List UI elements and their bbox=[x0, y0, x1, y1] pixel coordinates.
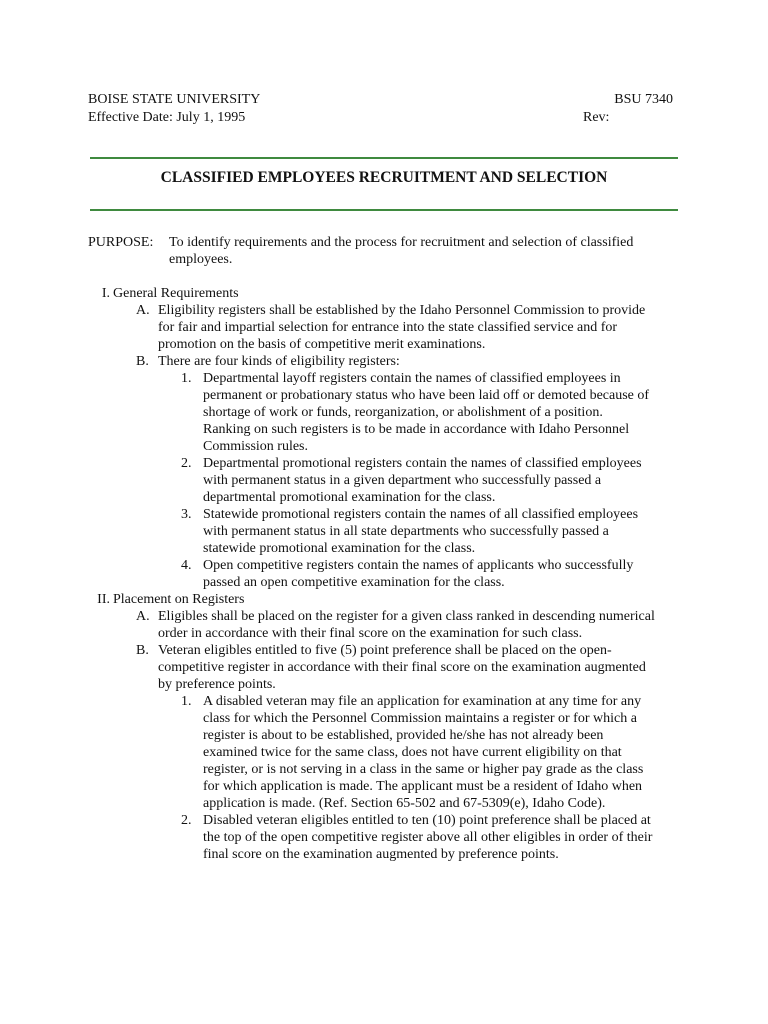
outline-section bbox=[101, 285, 688, 302]
item-marker: A. bbox=[136, 609, 150, 624]
subitem-marker: 1. bbox=[181, 694, 192, 709]
purpose-label: PURPOSE: bbox=[88, 235, 154, 250]
outline-subitem bbox=[181, 506, 688, 557]
outline-subitem bbox=[181, 370, 688, 455]
subitem-text: Disabled veteran eligibles entitled to ten (10) point preference shall be placed at the top of the open competitive register above all other eligibles in order of their final score on the examination augmented by preference points. bbox=[203, 813, 653, 862]
subitem-text: Open competitive registers contain the names of applicants who successfully passed an open competitive examination for the class. bbox=[203, 558, 634, 590]
subitem-marker: 1. bbox=[181, 371, 192, 386]
item-text: Eligibles shall be placed on the register for a given class ranked in descending numerical order in accordance with their final score on the examination for such class. bbox=[158, 609, 655, 641]
subitem-text: A disabled veteran may file an application for examination at any time for any class for which the Personnel Commission maintains a register or for which a register is about to be established, provided he/she has not already been examined twice for the same class, does not have current eligibility on that register, or is not serving in a class in the same or higher pay grade as the class for which application is made. The applicant must be a resident of Idaho when application is made. (Ref. Section 65-502 and 67-5309(e), Idaho Code). bbox=[203, 694, 644, 811]
outline-section bbox=[97, 591, 688, 608]
item-marker: B. bbox=[136, 354, 149, 369]
subitem-marker: 2. bbox=[181, 456, 192, 471]
outline-subitem bbox=[181, 693, 688, 812]
header-right bbox=[583, 91, 673, 127]
item-marker: B. bbox=[136, 643, 149, 658]
document-title: CLASSIFIED EMPLOYEES RECRUITMENT AND SELECTION bbox=[160, 169, 608, 186]
institution-name: BOISE STATE UNIVERSITY bbox=[88, 92, 261, 107]
policy-outline bbox=[88, 285, 688, 863]
outline-item bbox=[136, 608, 688, 642]
policy-number: BSU 7340 bbox=[614, 92, 673, 107]
subitem-marker: 3. bbox=[181, 507, 192, 522]
item-text: There are four kinds of eligibility registers: bbox=[158, 354, 400, 369]
title-rule-top bbox=[90, 157, 678, 159]
purpose-block bbox=[88, 234, 688, 268]
effective-date: Effective Date: July 1, 1995 bbox=[88, 110, 246, 125]
purpose-text: To identify requirements and the process for recruitment and selection of classified employees. bbox=[169, 235, 634, 267]
item-text: Veteran eligibles entitled to five (5) point preference shall be placed on the open-competitive register in accordance with their final score on the examination augmented by preference points. bbox=[158, 643, 646, 692]
outline-item bbox=[136, 353, 688, 370]
section-marker: I. bbox=[101, 286, 110, 301]
section-heading: Placement on Registers bbox=[113, 592, 245, 607]
item-marker: A. bbox=[136, 303, 150, 318]
subitem-marker: 4. bbox=[181, 558, 192, 573]
outline-subitem bbox=[181, 557, 688, 591]
outline-item bbox=[136, 302, 688, 353]
title-rule-bottom bbox=[90, 209, 678, 211]
section-heading: General Requirements bbox=[113, 286, 239, 301]
header-left bbox=[88, 91, 260, 127]
item-text: Eligibility registers shall be established by the Idaho Personnel Commission to provide for fair and impartial selection for entrance into the state classified service and for promotion on the basis of competitive merit examinations. bbox=[158, 303, 646, 352]
revision-label: Rev: bbox=[583, 110, 610, 125]
outline-subitem bbox=[181, 455, 688, 506]
section-marker: II. bbox=[97, 592, 110, 607]
subitem-text: Departmental layoff registers contain the names of classified employees in permanent or probationary status who have been laid off or demoted because of shortage of work or funds, reorganization, or abolishment of a position. Ranking on such registers is to be made in accordance with Idaho Personnel Commission rules. bbox=[203, 371, 650, 454]
outline-subitem bbox=[181, 812, 688, 863]
subitem-text: Departmental promotional registers contain the names of classified employees with permanent status in a given department who successfully passed a departmental promotional examination for the class. bbox=[203, 456, 642, 505]
subitem-marker: 2. bbox=[181, 813, 192, 828]
subitem-text: Statewide promotional registers contain the names of all classified employees with permanent status in all state departments who successfully passed a statewide promotional examination for the class. bbox=[203, 507, 639, 556]
outline-item bbox=[136, 642, 688, 693]
